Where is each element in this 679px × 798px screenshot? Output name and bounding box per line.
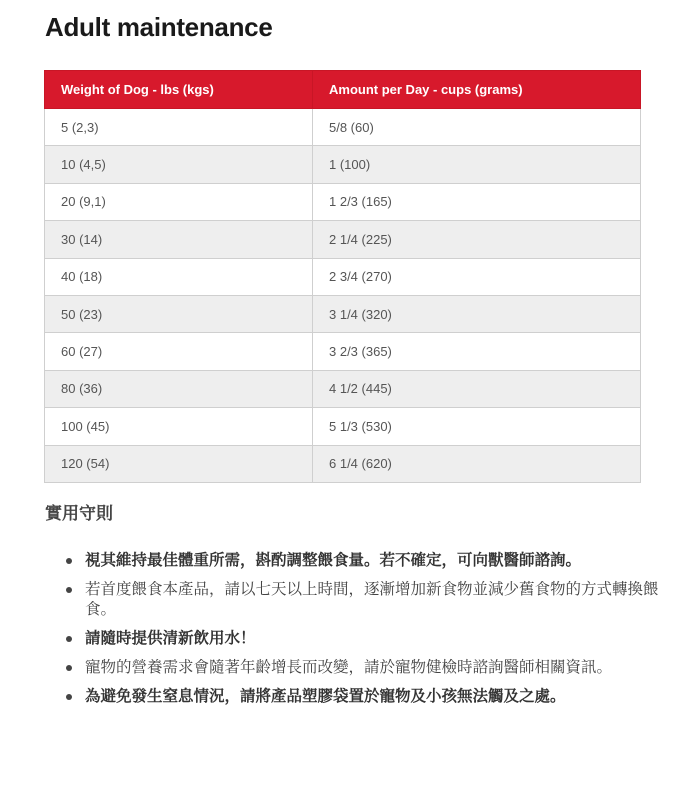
feeding-table bbox=[44, 70, 641, 483]
weight-cell: 30 (14) bbox=[45, 221, 313, 258]
weight-cell: 60 (27) bbox=[45, 333, 313, 370]
bullet-icon bbox=[66, 587, 72, 593]
weight-cell: 100 (45) bbox=[45, 408, 313, 445]
weight-cell: 10 (4,5) bbox=[45, 146, 313, 183]
weight-cell: 80 (36) bbox=[45, 370, 313, 407]
column-header-weight: Weight of Dog - lbs (kgs) bbox=[45, 71, 313, 109]
table-row bbox=[45, 408, 641, 445]
bullet-icon bbox=[66, 636, 72, 642]
amount-cell: 6 1/4 (620) bbox=[313, 445, 641, 482]
table-row bbox=[45, 183, 641, 220]
guidelines-list bbox=[65, 550, 665, 715]
amount-cell: 3 1/4 (320) bbox=[313, 295, 641, 332]
guidelines-title: 實用守則 bbox=[45, 504, 113, 524]
weight-cell: 120 (54) bbox=[45, 445, 313, 482]
bullet-icon bbox=[66, 665, 72, 671]
amount-cell: 5 1/3 (530) bbox=[313, 408, 641, 445]
weight-cell: 40 (18) bbox=[45, 258, 313, 295]
amount-cell: 1 (100) bbox=[313, 146, 641, 183]
list-item bbox=[85, 686, 665, 706]
amount-cell: 3 2/3 (365) bbox=[313, 333, 641, 370]
table-row bbox=[45, 370, 641, 407]
weight-cell: 50 (23) bbox=[45, 295, 313, 332]
bullet-icon bbox=[66, 558, 72, 564]
table-row bbox=[45, 109, 641, 146]
weight-cell: 5 (2,3) bbox=[45, 109, 313, 146]
table-row bbox=[45, 146, 641, 183]
amount-cell: 1 2/3 (165) bbox=[313, 183, 641, 220]
list-item-text: 視其維持最佳體重所需，斟酌調整餵食量。若不確定，可向獸醫師諮詢。 bbox=[85, 551, 582, 569]
list-item-text: 若首度餵食本產品，請以七天以上時間，逐漸增加新食物並減少舊食物的方式轉換餵食。 bbox=[85, 580, 659, 618]
bullet-icon bbox=[66, 694, 72, 700]
amount-cell: 2 1/4 (225) bbox=[313, 221, 641, 258]
list-item-text: 為避免發生窒息情況，請將產品塑膠袋置於寵物及小孩無法觸及之處。 bbox=[85, 687, 566, 705]
table-row bbox=[45, 221, 641, 258]
list-item-text: 請隨時提供清新飲用水！ bbox=[85, 629, 256, 647]
amount-cell: 4 1/2 (445) bbox=[313, 370, 641, 407]
list-item-text: 寵物的營養需求會隨著年齡增長而改變，請於寵物健檢時諮詢醫師相關資訊。 bbox=[85, 658, 613, 676]
amount-cell: 5/8 (60) bbox=[313, 109, 641, 146]
amount-cell: 2 3/4 (270) bbox=[313, 258, 641, 295]
list-item bbox=[85, 550, 665, 570]
table-row bbox=[45, 445, 641, 482]
column-header-amount: Amount per Day - cups (grams) bbox=[313, 71, 641, 109]
list-item bbox=[85, 579, 665, 619]
table-header-row bbox=[45, 71, 641, 109]
weight-cell: 20 (9,1) bbox=[45, 183, 313, 220]
page-title: Adult maintenance bbox=[45, 12, 273, 42]
table-row bbox=[45, 295, 641, 332]
table-row bbox=[45, 258, 641, 295]
table-row bbox=[45, 333, 641, 370]
list-item bbox=[85, 657, 665, 677]
list-item bbox=[85, 628, 665, 648]
